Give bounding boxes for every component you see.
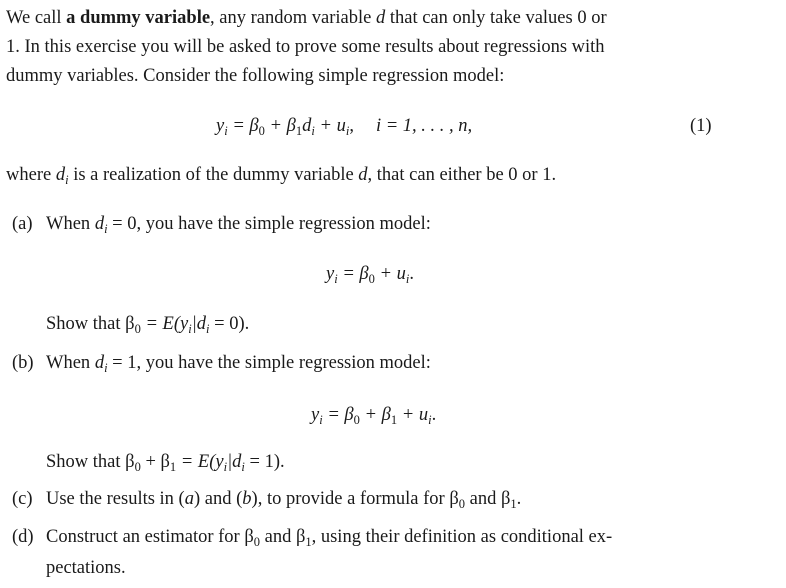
eq-subscript: 0 [253,535,260,549]
item-text: = 1, you have the simple regression model: [107,353,431,373]
variable-d: d [55,165,66,185]
eq-subscript: 1 [390,413,398,427]
eq-subscript: 0 [458,497,465,511]
eq-subscript: i [104,222,108,236]
item-text: and β [464,489,511,509]
show-text: = E(y [176,452,224,472]
item-b-label: (b) [12,353,34,373]
intro-line-2: 1. In this exercise you will be asked to prove some results about regressions with [6,37,605,57]
eq-symbol: = β [227,116,259,136]
eq-subscript: i [428,413,432,427]
eq-subscript: i [65,173,69,187]
eq-symbol: y [326,264,335,284]
intro-line-3: dummy variables. Consider the following simple regression model: [6,66,505,86]
eq-symbol: d [302,116,312,136]
item-ref: b [242,489,252,509]
equation-number: (1) [690,116,712,136]
variable-d: d [375,8,386,28]
item-text: Use the results in ( [46,489,185,509]
item-a-equation [326,262,414,286]
show-text: = E(y [140,314,189,334]
eq-subscript: 1 [305,535,312,549]
item-c-text [46,487,521,511]
item-text: and β [259,527,306,547]
item-d-label: (d) [12,527,34,547]
eq-subscript: i [206,322,210,336]
eq-subscript: i [311,124,315,138]
item-a-label: (a) [12,214,33,234]
where-text: , that can either be 0 or 1. [367,165,557,185]
variable-d: d [94,214,105,234]
dummy-variable-term: a dummy variable [66,8,211,28]
item-c-label: (c) [12,489,33,509]
item-ref: a [184,489,194,509]
item-a-text [46,212,431,236]
intro-text: We call [6,8,67,28]
intro-text: that can only take values 0 or [385,8,607,28]
show-text: Show that β [46,314,135,334]
eq-subscript: i [223,460,228,474]
eq-symbol: . [431,405,437,425]
intro-line-1 [6,6,607,30]
intro-text: , any random variable [210,8,376,28]
eq-subscript: i [104,361,108,375]
eq-subscript: 0 [134,322,141,336]
eq-symbol: = β [337,264,369,284]
eq-subscript: i [188,322,192,336]
regression-equation [216,114,472,138]
eq-subscript: i [319,413,323,427]
eq-subscript: 1 [510,497,517,511]
where-text: where [6,165,56,185]
eq-symbol: y [216,116,225,136]
eq-symbol: + β [264,116,296,136]
item-text: ), to provide a formula for β [251,489,459,509]
variable-d: d [358,165,368,185]
eq-symbol: + u [374,264,406,284]
where-text: is a realization of the dummy variable [68,165,359,185]
item-b-equation [311,403,436,427]
variable-d: d [94,353,105,373]
show-text: = 0). [209,314,250,334]
show-text: |d [191,314,207,334]
eq-subscript: 0 [368,272,375,286]
eq-subscript: 0 [134,460,141,474]
eq-subscript: i [345,124,350,138]
eq-subscript: 0 [353,413,360,427]
eq-symbol: + β [359,405,391,425]
eq-subscript: i [334,272,338,286]
item-b-show [46,450,285,474]
eq-subscript: i [224,124,228,138]
item-text: Construct an estimator for β [46,527,254,547]
item-text: ) and ( [193,489,243,509]
show-text: + β [140,452,170,472]
eq-subscript: i [241,460,245,474]
eq-symbol: , [349,116,354,136]
eq-subscript: 1 [169,460,177,474]
eq-symbol: y [311,405,320,425]
eq-subscript: i [405,272,410,286]
eq-subscript: 0 [258,124,265,138]
eq-subscript: 1 [295,124,303,138]
item-text: = 0, you have the simple regression model: [107,214,431,234]
eq-symbol: + u [314,116,346,136]
item-text: When [46,214,95,234]
eq-range: i = 1, . . . , n, [375,116,473,136]
eq-symbol: + u [397,405,429,425]
show-text: = 1). [244,452,285,472]
where-line [6,163,556,187]
item-text: . [516,489,522,509]
item-text: When [46,353,95,373]
eq-symbol: . [409,264,414,284]
item-d-text [46,525,612,549]
show-text: Show that β [46,452,135,472]
eq-symbol: = β [322,405,354,425]
item-text: , using their definition as conditional ex- [311,527,613,547]
item-d-line-2: pectations. [46,558,126,578]
item-a-show [46,312,249,336]
show-text: |d [227,452,242,472]
item-b-text [46,351,431,375]
